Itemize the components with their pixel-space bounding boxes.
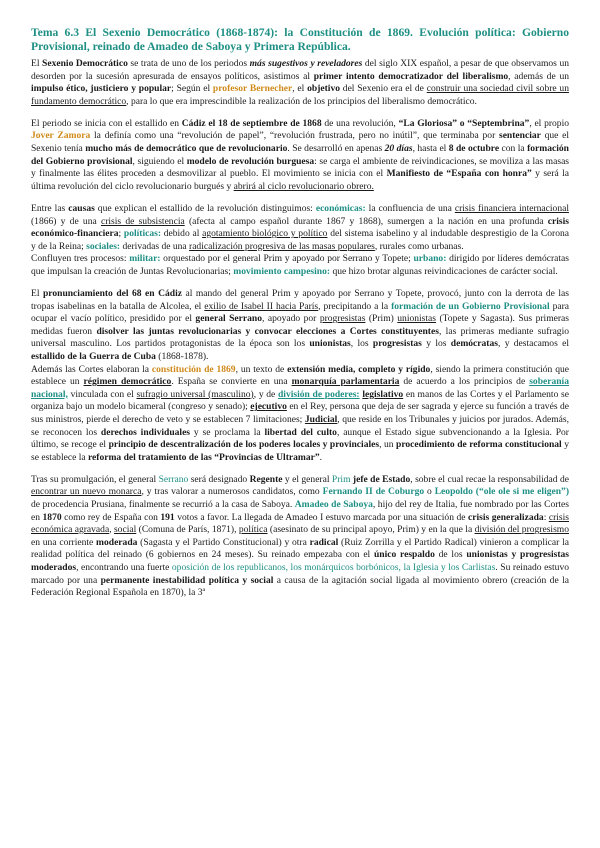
paragraph-causas: Entre las causas que explican el estallido de la revolución distinguimos: económicas: la confluencia de una crisis financiera internacional (1866) y de una crisis de subsistencia (afecta al campo español durante 1867 y 1868), sumergen a la nación en una profunda crisis económico-financiera; políticas: debido al agotamiento biológico y político del sistema isabelino y al indudable desprestigio de la Corona y de la Reina; sociales: derivadas de una radicalización progresiva de las masas populares, rurales como urbanas. (31, 202, 570, 252)
paragraph-constitucion-1869: Además las Cortes elaboran la constitución de 1869, un texto de extensión media, completo y rígido, siendo la primera constitución que establece un régimen democrático. España se convierte en una monarquía parlamentaria de acuerdo a los principios de soberanía nacional, vinculada con el sufragio universal (masculino), y de división de poderes: legislativo en manos de las Cortes y el Parlamento se organiza bajo un modelo bicameral (congreso y senado); ejecutivo en el Rey, persona que deja de ser sagrada y ejerce su función a través de sus ministros, pierde el derecho de veto y se establecen 7 limitaciones; Judicial, que reside en los Tribunales y juicios por jurados. Además, se reconocen los derechos individuales y se proclama la libertad del culto, aunque el Estado sigue subvencionando a la Iglesia. Por último, se recoge el principio de descentralización de los poderes locales y provinciales, un procedimiento de reforma constitucional y se establece la reforma del tratamiento de las “Provincias de Ultramar”. (31, 363, 569, 463)
paragraph-la-gloriosa: El periodo se inicia con el estallido en Cádiz el 18 de septiembre de 1868 de una revolución, “La Gloriosa” o “Septembrina”, el propio Jover Zamora la definía como una “revolución de papel”, “revolución frustrada, pero no inútil”, que terminaba por sentenciar que el Sexenio tenía mucho más de democrático que de revolucionario. Se desarrolló en apenas 20 días, hasta el 8 de octubre con la formación del Gobierno provisional, siguiendo el modelo de revolución burguesa: se carga el ambiente de reivindicaciones, se moviliza a las masas y finalmente las élites proceden a desmovilizar al pueblo. El movimiento se inicia con el Manifiesto de “España con honra” y será la última revolución del ciclo revolucionario burgués y abrirá al ciclo revolucionario obrero. (31, 117, 570, 192)
page-title: Tema 6.3 El Sexenio Democrático (1868-1874): la Constitución de 1869. Evolución política: Gobierno Provisional, reinado de Amadeo de Saboya y Primera República. (31, 26, 569, 53)
paragraph-procesos: Confluyen tres procesos: militar: orquestado por el general Prim y apoyado por Serrano y Topete; urbano: dirigido por líderes demócratas que impulsan la creación de Juntas Revolucionarias; movimiento campesino: que hizo brotar algunas reivindicaciones de carácter social. (31, 253, 569, 277)
paragraph-introduction: El Sexenio Democrático se trata de uno de los periodos más sugestivos y reveladores del siglo XIX español, a pesar de que observamos un desorden por la sucesión apresurada de ensayos políticos, asistimos al primer intento democratizador del liberalismo, además de un impulso ético, justiciero y popular; Según el profesor Bernecher, el objetivo del Sexenio era el de construir una sociedad civil sobre un fundamento democrático, para lo que era imprescindible la realización de los principios del liberalismo democrático. (31, 58, 569, 107)
paragraph-gobierno-provisional: El pronunciamiento del 68 en Cádiz al mando del general Prim y apoyado por Serrano y Topete, provocó, junto con la derrota de las tropas isabelinas en la batalla de Alcolea, el exilio de Isabel II hacia París, precipitando a la formación de un Gobierno Provisional para ocupar el vacío político, presidido por el general Serrano, apoyado por progresistas (Prim) unionistas (Topete y Sagasta). Sus primeras medidas fueron disolver las juntas revolucionarias y convocar elecciones a Cortes constituyentes, las primeras mediante sufragio universal masculino. Los partidos protagonistas de la época son los unionistas, los progresistas y los demócratas, y destacamos el estallido de la Guerra de Cuba (1868-1878). (31, 288, 569, 362)
document-page (31, 26, 569, 600)
paragraph-amadeo-de-saboya: Tras su promulgación, el general Serrano será designado Regente y el general Prim jefe de Estado, sobre el cual recae la responsabilidad de encontrar un nuevo monarca, y tras valorar a numerosos candidatos, como Fernando II de Coburgo o Leopoldo (“ole ole si me eligen”) de procedencia Prusiana, finalmente se recurrió a la casa de Saboya. Amadeo de Saboya, hijo del rey de Italia, fue nombrado por las Cortes en 1870 como rey de España con 191 votos a favor. La llegada de Amadeo I estuvo marcada por una situación de crisis generalizada: crisis económica agravada, social (Comuna de París, 1871), política (asesinato de su principal apoyo, Prim) y en la que la división del progresismo en una corriente moderada (Sagasta y el Partido Constitucional) y otra radical (Ruiz Zorrilla y el Partido Radical) vinieron a complicar la realidad política del reinado (6 gobiernos en 24 meses). Su reinado empezaba con el único respaldo de los unionistas y progresistas moderados, encontrando una fuerte oposición de los republicanos, los monárquicos borbónicos, la Iglesia y los Carlistas. Su reinado estuvo marcado por una permanente inestabilidad política y social a causa de la agitación social ligada al movimiento obrero (creación de la Federación Regional Española en 1870), la 3ª (31, 473, 570, 599)
